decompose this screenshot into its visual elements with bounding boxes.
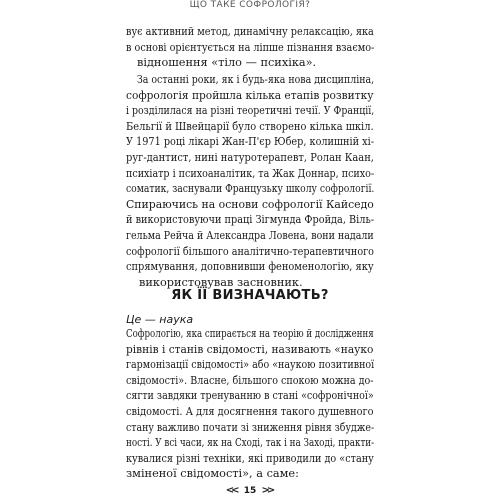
running-header-title: ЩО ТАКЕ СОФРОЛОГІЯ? — [189, 0, 311, 10]
paragraph-line: спрямування, доповнивши феноменологію, яку — [126, 260, 374, 274]
paragraph-line: психіатр і психоаналітик, та Жак Доннар, психо- — [126, 166, 375, 180]
paragraph-line: гармонізації свідомості» або «наукою позитивної — [126, 358, 375, 372]
paragraph-line: кувалися різні техніки, які приводили до «стану — [126, 451, 374, 465]
page-number: 15 — [243, 486, 257, 496]
paragraph-line: гельма Рейча й Александра Ловена, вони надали — [126, 228, 374, 242]
paragraph-line: відношення «тіло — психіка». — [137, 56, 317, 70]
paragraph-line: і розділилася на різні теоретичні течії. У Франції, — [126, 104, 375, 118]
paragraph-line: зміненої свідомості», а саме: — [126, 467, 299, 481]
paragraph-line: Бельгії й Швейцарії було створено кілька шкіл. — [126, 119, 374, 133]
paragraph-line: вує активний метод, динамічну релаксацію, яка — [126, 25, 374, 38]
paragraph-line: руг-дантист, нині натуротерапевт, Ролан Каан, — [126, 150, 374, 164]
paragraph-line: Спираючись на основи софрології Кайседо — [126, 197, 374, 211]
paragraph-line: рівнів і станів свідомості, називають «науко — [126, 342, 374, 356]
paragraph-line: Софрологію, яка спирається на теорію й дослідження — [126, 327, 374, 340]
paragraph-line: свідомості. А для досягнення такого душевного — [126, 404, 374, 418]
paragraph-line: свідомості». Власне, більшого спокою можна до- — [126, 373, 374, 387]
page-footer — [0, 478, 500, 498]
running-header — [0, 0, 500, 10]
section-heading: ЯК ЇЇ ВИЗНАЧАЮТЬ? — [171, 288, 329, 303]
chevrons-right-icon: >> — [261, 485, 273, 496]
paragraph-line: соматик, заснували Французьку школу софрології. — [126, 182, 375, 196]
paragraph-line: стану важливо почати зі зниження рівня збудже- — [126, 420, 375, 434]
paragraph-intro-continuation — [126, 24, 374, 71]
paragraph-line: софрології більшого аналітично-терапевтичного — [126, 244, 374, 258]
paragraph-line: сягти завдяки тренуванню в стані «софронічної» — [126, 389, 374, 403]
paragraph-line: ності. У всі часи, як на Сході, так і на Заході, практи- — [126, 436, 375, 450]
paragraph-history — [126, 72, 374, 290]
chevrons-left-icon: << — [225, 485, 237, 496]
paragraph-line: й використовуючи праці Зігмунда Фройда, Віль- — [126, 213, 375, 227]
paragraph-definition — [126, 326, 374, 482]
paragraph-line: За останні роки, як і будь-яка нова дисципліна, — [136, 73, 375, 86]
section-subheading: Це — наука — [126, 313, 194, 326]
paragraph-line: софрологія пройшла кілька етапів розвитку — [126, 88, 374, 102]
paragraph-line: У 1971 році лікарі Жан-П'єр Юбер, колишній хі- — [126, 135, 374, 149]
page-number-badge — [224, 484, 277, 498]
paragraph-line: в основі орієнтується на ліпше пізнання взаємо- — [126, 40, 375, 54]
paragraph-line: використовував засновник. — [139, 275, 303, 289]
